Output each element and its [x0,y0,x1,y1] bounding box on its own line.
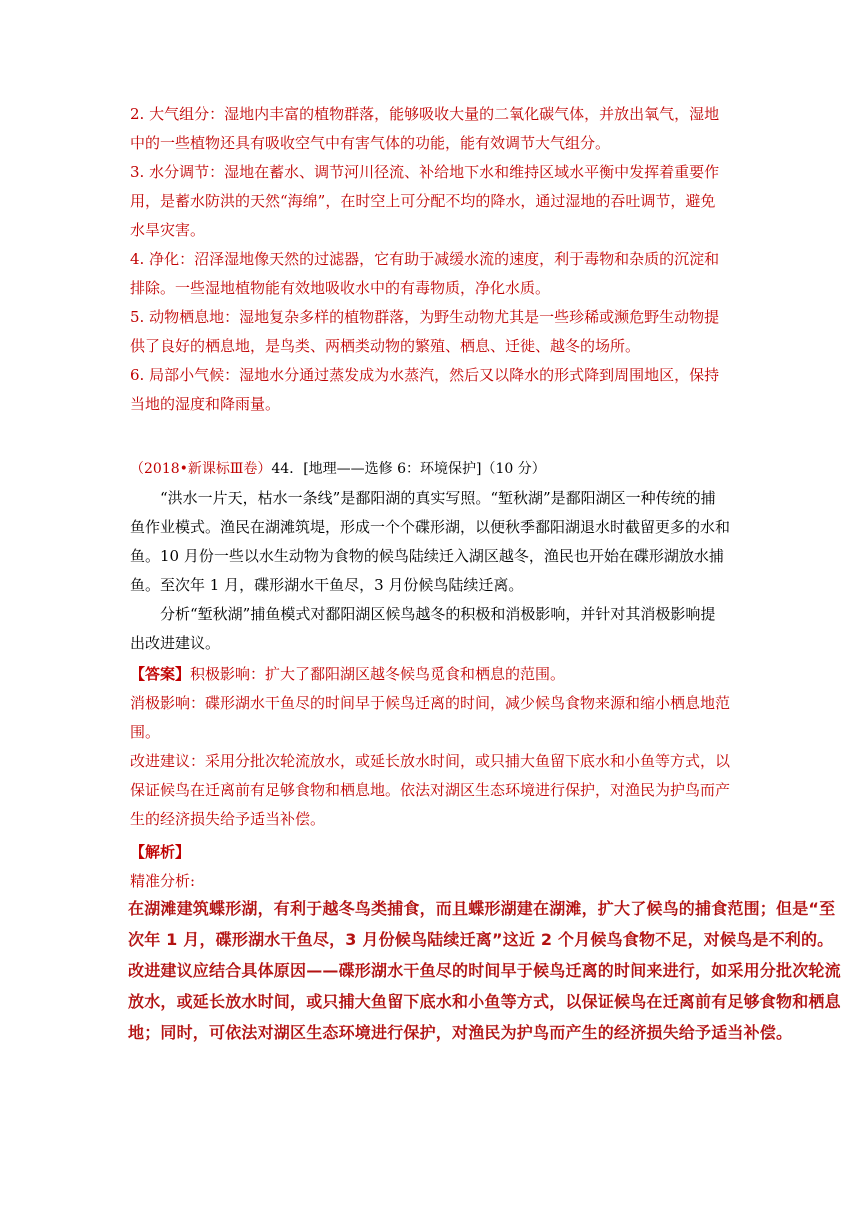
function-item-atmosphere: 2. 大气组分：湿地内丰富的植物群落，能够吸收大量的二氧化碳气体，并放出氧气，湿地中的一些植物还具有吸收空气中有害气体的功能，能有效调节大气组分。 [130,105,720,152]
analysis-sublabel: 精准分析: [130,872,196,890]
function-item-purification: 4. 净化：沼泽湿地像天然的过滤器，它有助于减缓水流的速度，利于毒物和杂质的沉淀和排除。一些湿地植物能有效地吸收水中的有毒物质，净化水质。 [130,250,720,297]
function-item-habitat: 5. 动物栖息地：湿地复杂多样的植物群落，为野生动物尤其是一些珍稀或濒危野生动物提供了良好的栖息地，是鸟类、两栖类动物的繁殖、栖息、迁徙、越冬的场所。 [130,308,720,355]
answer-positive: 积极影响：扩大了鄱阳湖区越冬候鸟觅食和栖息的范围。 [190,665,566,683]
question-prompt: 分析“堑秋湖”捕鱼模式对鄱阳湖区候鸟越冬的积极和消极影响，并针对其消极影响提出改进建议。 [130,605,716,652]
answer-negative: 消极影响：碟形湖水干鱼尽的时间早于候鸟迁离的时间，减少候鸟食物来源和缩小栖息地范围。 [130,694,731,741]
question-title: 44．[地理——选修 6：环境保护]（10 分） [271,461,546,477]
analysis-scanned-text: 在湖滩建筑蝶形湖，有利于越冬鸟类捕食，而且蝶形湖建在湖滩，扩大了候鸟的捕食范围；但是“至次年 1 月，碟形湖水干鱼尽，3 月份候鸟陆续迁离”这近 2 个月候鸟食物不足，对候鸟是不利的。改进建议应结合具体原因——碟形湖水干鱼尽的时间早于候鸟迁离的时间来进行，如采用分批次轮流放水，或延长放水时间，或只捕大鱼留下底水和小鱼等方式，以保证候鸟在迁离前有足够食物和栖息地；同时，可依法对湖区生态环境进行保护，对渔民为护鸟而产生的经济损失给予适当补偿。 [128,899,841,1042]
question-section [130,455,730,658]
function-item-microclimate: 6. 局部小气候：湿地水分通过蒸发成为水蒸汽，然后又以降水的形式降到周围地区，保持当地的湿度和降雨量。 [130,366,720,413]
question-heading [130,455,730,484]
answer-positive-line [130,660,730,689]
answer-label: 【答案】 [130,665,191,683]
answer-suggestion: 改进建议：采用分批次轮流放水，或延长放水时间，或只捕大鱼留下底水和小鱼等方式，以保证候鸟在迁离前有足够食物和栖息地。依法对湖区生态环境进行保护，对渔民为护鸟而产生的经济损失给予适当补偿。 [130,752,731,828]
function-item-water-regulation: 3. 水分调节：湿地在蓄水、调节河川径流、补给地下水和维持区域水平衡中发挥着重要作用，是蓄水防洪的天然“海绵”，在时空上可分配不均的降水，通过湿地的吞吐调节，避免水旱灾害。 [130,163,720,239]
answer-section [130,660,730,834]
wetland-functions-list [130,100,730,419]
analysis-label: 【解析】 [130,843,191,861]
analysis-section [130,838,730,896]
question-stem: “洪水一片天，枯水一条线”是鄱阳湖的真实写照。“堑秋湖”是鄱阳湖区一种传统的捕鱼作业模式。渔民在湖滩筑堤，形成一个个碟形湖，以便秋季鄱阳湖退水时截留更多的水和鱼。10 月份一些以水生动物为食物的候鸟陆续迁入湖区越冬，渔民也开始在碟形湖放水捕鱼。至次年 1 月，碟形湖水干鱼尽，3 月份候鸟陆续迁离。 [130,489,731,594]
question-source: （2018•新课标Ⅲ卷） [130,461,272,477]
